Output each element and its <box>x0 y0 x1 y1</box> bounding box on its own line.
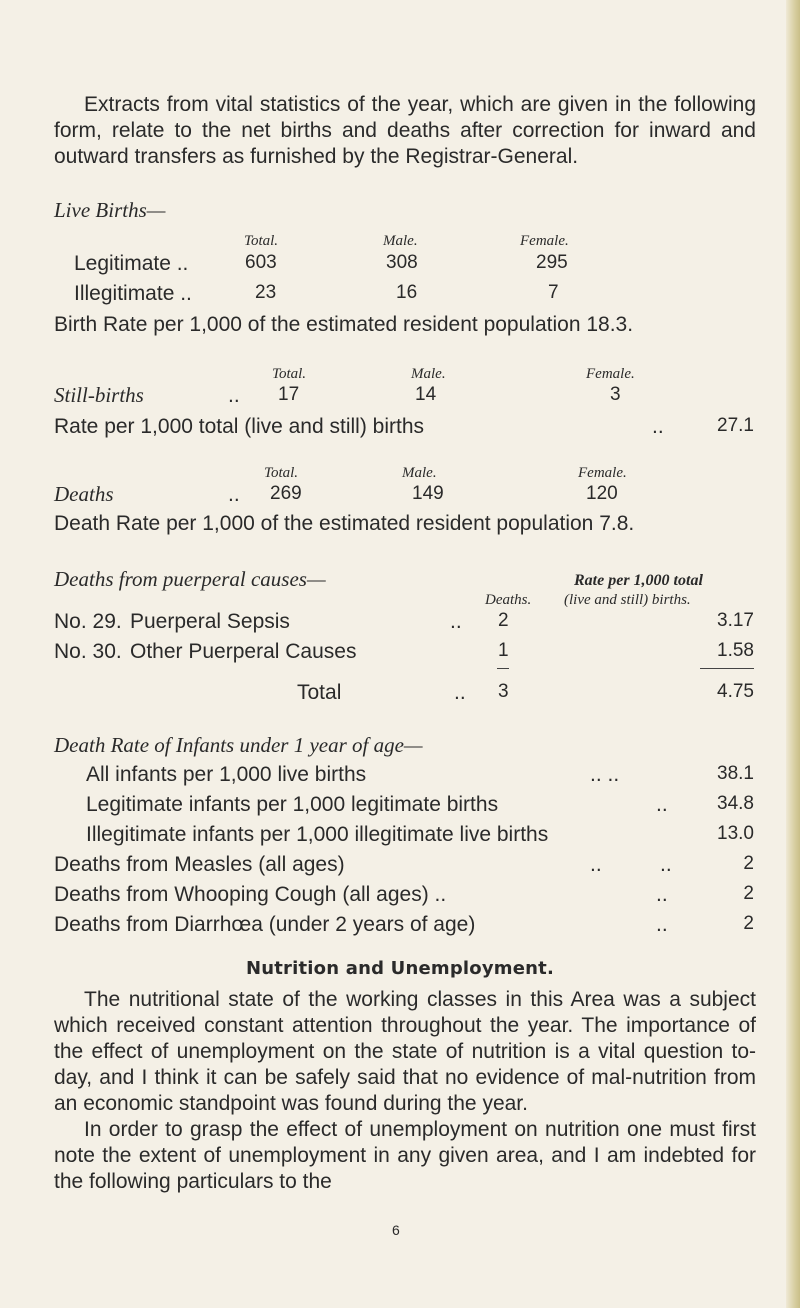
puerperal-col-rate-line2: (live and still) births. <box>564 592 691 608</box>
infants-row-2-value: 34.8 <box>717 793 754 814</box>
death-rate-line: Death Rate per 1,000 of the estimated resident population 7.8. <box>54 512 635 535</box>
nutrition-paragraph-2-text: In order to grasp the effect of unemployment on nutrition one must first note the extent of unemployment in any given area, and I am indebted for the following particulars to the <box>54 1118 756 1193</box>
infants-row-2-dots: .. <box>656 793 668 816</box>
live-births-col-male: Male. <box>383 233 418 249</box>
nutrition-paragraph-2 <box>54 1117 756 1195</box>
legitimate-female: 295 <box>536 252 568 273</box>
puerperal-row-2-deaths: 1 <box>498 640 509 661</box>
still-births-male: 14 <box>415 384 437 405</box>
still-births-label: Still-births <box>54 383 144 407</box>
puerperal-row-1-dots: .. <box>450 610 462 633</box>
other-deaths-row-3-value: 2 <box>743 913 754 934</box>
live-births-heading: Live Births— <box>54 198 166 222</box>
puerperal-total-dots: .. <box>454 681 466 704</box>
deaths-total: 269 <box>270 483 302 504</box>
puerperal-row-2-rate: 1.58 <box>717 640 754 661</box>
puerperal-col-deaths: Deaths. <box>485 592 532 608</box>
deaths-label: Deaths <box>54 482 114 506</box>
still-births-col-female: Female. <box>586 366 635 382</box>
other-deaths-row-1-label: Deaths from Measles (all ages) <box>54 853 345 876</box>
illegitimate-label: Illegitimate .. <box>74 282 192 305</box>
deaths-female: 120 <box>586 483 618 504</box>
other-deaths-row-2-dots: .. <box>656 883 668 906</box>
puerperal-deaths-rule <box>497 668 509 669</box>
still-births-col-total: Total. <box>272 366 307 382</box>
puerperal-total-rate: 4.75 <box>717 681 754 702</box>
illegitimate-female: 7 <box>548 282 559 303</box>
intro-text: Extracts from vital statistics of the year, which are given in the following form, relate to the net births and deaths after correction for inward and outward transfers as furnished by the Registrar-General. <box>54 93 756 168</box>
still-births-total: 17 <box>278 384 300 405</box>
still-births-rate-value: 27.1 <box>717 415 754 436</box>
puerperal-row-2-no: No. 30. <box>54 640 122 663</box>
deaths-col-total: Total. <box>264 465 299 481</box>
birth-rate-line: Birth Rate per 1,000 of the estimated resident population 18.3. <box>54 313 634 336</box>
infants-row-1-label: All infants per 1,000 live births <box>86 763 367 786</box>
infants-row-2-label: Legitimate infants per 1,000 legitimate births <box>86 793 499 816</box>
other-deaths-row-2-label: Deaths from Whooping Cough (all ages) .. <box>54 883 447 906</box>
live-births-col-total: Total. <box>244 233 279 249</box>
puerperal-rate-rule <box>700 668 754 669</box>
still-births-dots: .. <box>228 384 240 407</box>
other-deaths-row-1-value: 2 <box>743 853 754 874</box>
infants-heading: Death Rate of Infants under 1 year of age— <box>54 733 423 757</box>
puerperal-col-rate-line1: Rate per 1,000 total <box>574 572 703 589</box>
infants-row-1-value: 38.1 <box>717 763 754 784</box>
deaths-col-female: Female. <box>578 465 627 481</box>
live-births-col-female: Female. <box>520 233 569 249</box>
nutrition-heading: Nutrition and Unemployment. <box>245 958 555 979</box>
puerperal-row-1-no: No. 29. <box>54 610 122 633</box>
deaths-col-male: Male. <box>402 465 437 481</box>
other-deaths-row-1-dots: .. .. <box>590 853 672 876</box>
infants-row-3-value: 13.0 <box>717 823 754 844</box>
page-number: 6 <box>392 1222 400 1238</box>
other-deaths-row-3-label: Deaths from Diarrhœa (under 2 years of age) <box>54 913 476 936</box>
legitimate-label: Legitimate .. <box>74 252 189 275</box>
puerperal-total-deaths: 3 <box>498 681 509 702</box>
puerperal-row-1-rate: 3.17 <box>717 610 754 631</box>
infants-row-1-dots: .. .. <box>590 763 620 786</box>
puerperal-total-label: Total <box>297 681 342 704</box>
infants-row-3-label: Illegitimate infants per 1,000 illegitimate live births <box>86 823 549 846</box>
still-births-rate-label: Rate per 1,000 total (live and still) births <box>54 415 425 438</box>
illegitimate-total: 23 <box>255 282 277 303</box>
puerperal-row-1-deaths: 2 <box>498 610 509 631</box>
legitimate-male: 308 <box>386 252 418 273</box>
deaths-male: 149 <box>412 483 444 504</box>
puerperal-row-1-label: Puerperal Sepsis <box>130 610 290 633</box>
illegitimate-male: 16 <box>396 282 418 303</box>
intro-paragraph <box>54 92 756 170</box>
still-births-rate-dots: .. <box>652 415 664 438</box>
other-deaths-row-2-value: 2 <box>743 883 754 904</box>
deaths-dots: .. <box>228 483 240 506</box>
still-births-col-male: Male. <box>411 366 446 382</box>
page-edge-shadow <box>786 0 800 1308</box>
nutrition-paragraph-1-text: The nutritional state of the working classes in this Area was a subject which received constant attention throughout the year. The importance of the effect of unemployment on the state of nutrition is a vital question to-day, and I think it can be safely said that no evidence of mal-nutrition from an economic standpoint was found during the year. <box>54 988 756 1115</box>
nutrition-paragraph-1 <box>54 987 756 1117</box>
puerperal-row-2-label: Other Puerperal Causes <box>130 640 357 663</box>
other-deaths-row-3-dots: .. <box>656 913 668 936</box>
still-births-female: 3 <box>610 384 621 405</box>
legitimate-total: 603 <box>245 252 277 273</box>
puerperal-heading: Deaths from puerperal causes— <box>54 567 326 591</box>
